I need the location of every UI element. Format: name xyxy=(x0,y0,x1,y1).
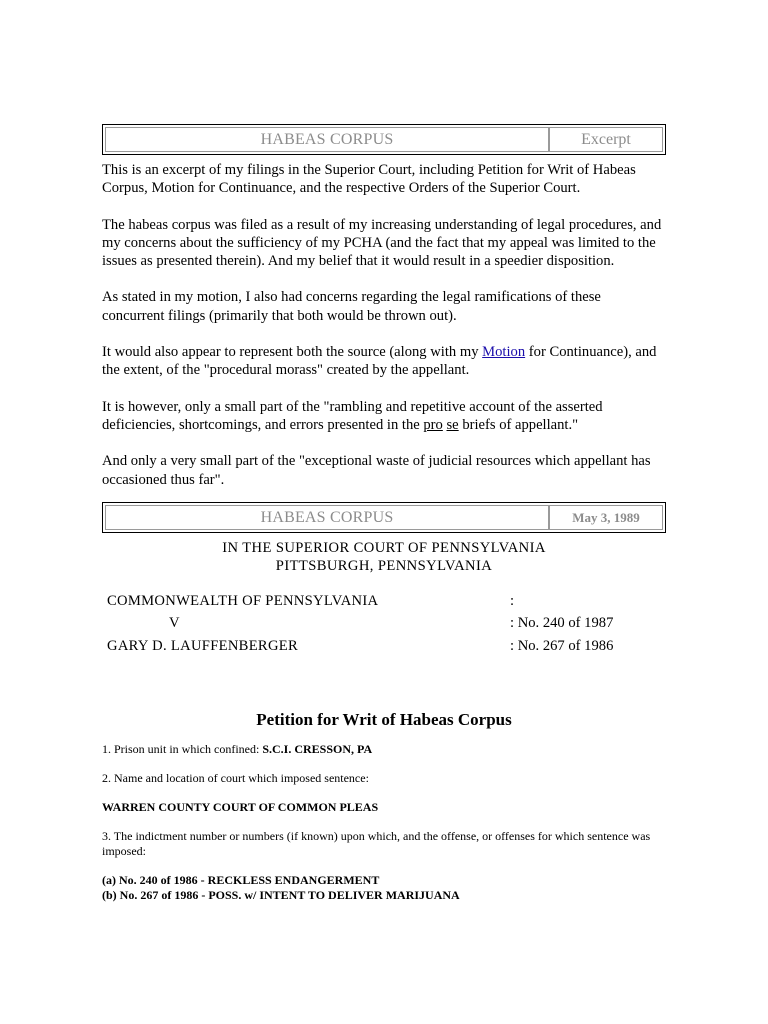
petition-form xyxy=(102,742,666,903)
docket-number: : No. 267 of 1986 xyxy=(510,637,614,654)
intro-paragraph: The habeas corpus was filed as a result of my increasing understanding of legal procedures, and my concerns about the sufficiency of my PCHA (and the fact that my appeal was limited to the issues as presented therein). And my belief that it would result in a speedier disposition. xyxy=(102,216,662,270)
intro-paragraph: This is an excerpt of my filings in the Superior Court, including Petition for Writ of Habeas Corpus, Motion for Continuance, and the respective Orders of the Superior Court. xyxy=(102,162,636,197)
caption-row xyxy=(102,590,666,613)
section-banner-excerpt xyxy=(102,124,666,155)
form-answer xyxy=(102,888,666,903)
intro-paragraph: And only a very small part of the "exceptional waste of judicial resources which appellant has occasioned thus far". xyxy=(102,453,651,488)
text-span: It would also appear to represent both the source (along with my xyxy=(102,344,483,361)
intro-paragraph: As stated in my motion, I also had concerns regarding the legal ramifications of these concurrent filings (primarily that both would be thrown out). xyxy=(102,289,601,324)
form-question: 2. Name and location of court which imposed sentence: xyxy=(102,770,369,785)
plaintiff: COMMONWEALTH OF PENNSYLVANIA xyxy=(107,592,379,609)
form-question xyxy=(102,742,666,757)
court-location: PITTSBURGH, PENNSYLVANIA xyxy=(275,558,493,575)
section-banner-dated xyxy=(102,502,666,533)
question-answer: WARREN COUNTY COURT OF COMMON PLEAS xyxy=(102,799,379,814)
banner-tag: Excerpt xyxy=(581,131,631,148)
form-answer xyxy=(102,800,666,815)
banner-title: HABEAS CORPUS xyxy=(106,506,550,529)
intro-section xyxy=(102,161,666,489)
defendant: GARY D. LAUFFENBERGER xyxy=(107,637,299,654)
form-question: 3. The indictment number or numbers (if known) upon which, and the offense, or offenses for which sentence was imposed: xyxy=(102,828,651,858)
intro-paragraph xyxy=(102,398,666,435)
banner-title: HABEAS CORPUS xyxy=(106,128,550,151)
motion-link[interactable]: Motion xyxy=(482,344,526,361)
petition-title: Petition for Writ of Habeas Corpus xyxy=(256,709,512,729)
offense-item: (b) No. 267 of 1986 - POSS. w/ INTENT TO DELIVER MARIJUANA xyxy=(102,887,460,902)
question-label: 1. Prison unit in which confined: xyxy=(102,741,263,756)
versus: V xyxy=(169,615,180,632)
question-answer: S.C.I. CRESSON, PA xyxy=(262,741,373,756)
caption-row xyxy=(102,635,666,658)
se-underlined: se xyxy=(446,416,459,433)
text-span: briefs of appellant." xyxy=(458,416,579,433)
intro-paragraph xyxy=(102,343,666,380)
banner-date: May 3, 1989 xyxy=(572,509,640,525)
form-answer xyxy=(102,873,666,888)
court-name: IN THE SUPERIOR COURT OF PENNSYLVANIA xyxy=(222,539,546,556)
court-heading xyxy=(102,539,666,576)
docket-number: : No. 240 of 1987 xyxy=(510,615,614,632)
document-page xyxy=(102,124,666,903)
case-caption xyxy=(102,590,666,658)
pro-underlined: pro xyxy=(423,416,443,433)
text-span: for Continuance), and the extent, of the "procedural morass" created by the appellant. xyxy=(102,344,657,379)
docket-separator: : xyxy=(510,592,515,609)
text-span: It is however, only a small part of the "rambling and repetitive account of the asserted deficiencies, shortcomings, and errors presented in the xyxy=(102,398,603,433)
offense-item: (a) No. 240 of 1986 - RECKLESS ENDANGERMENT xyxy=(102,872,380,887)
caption-row xyxy=(102,612,666,635)
